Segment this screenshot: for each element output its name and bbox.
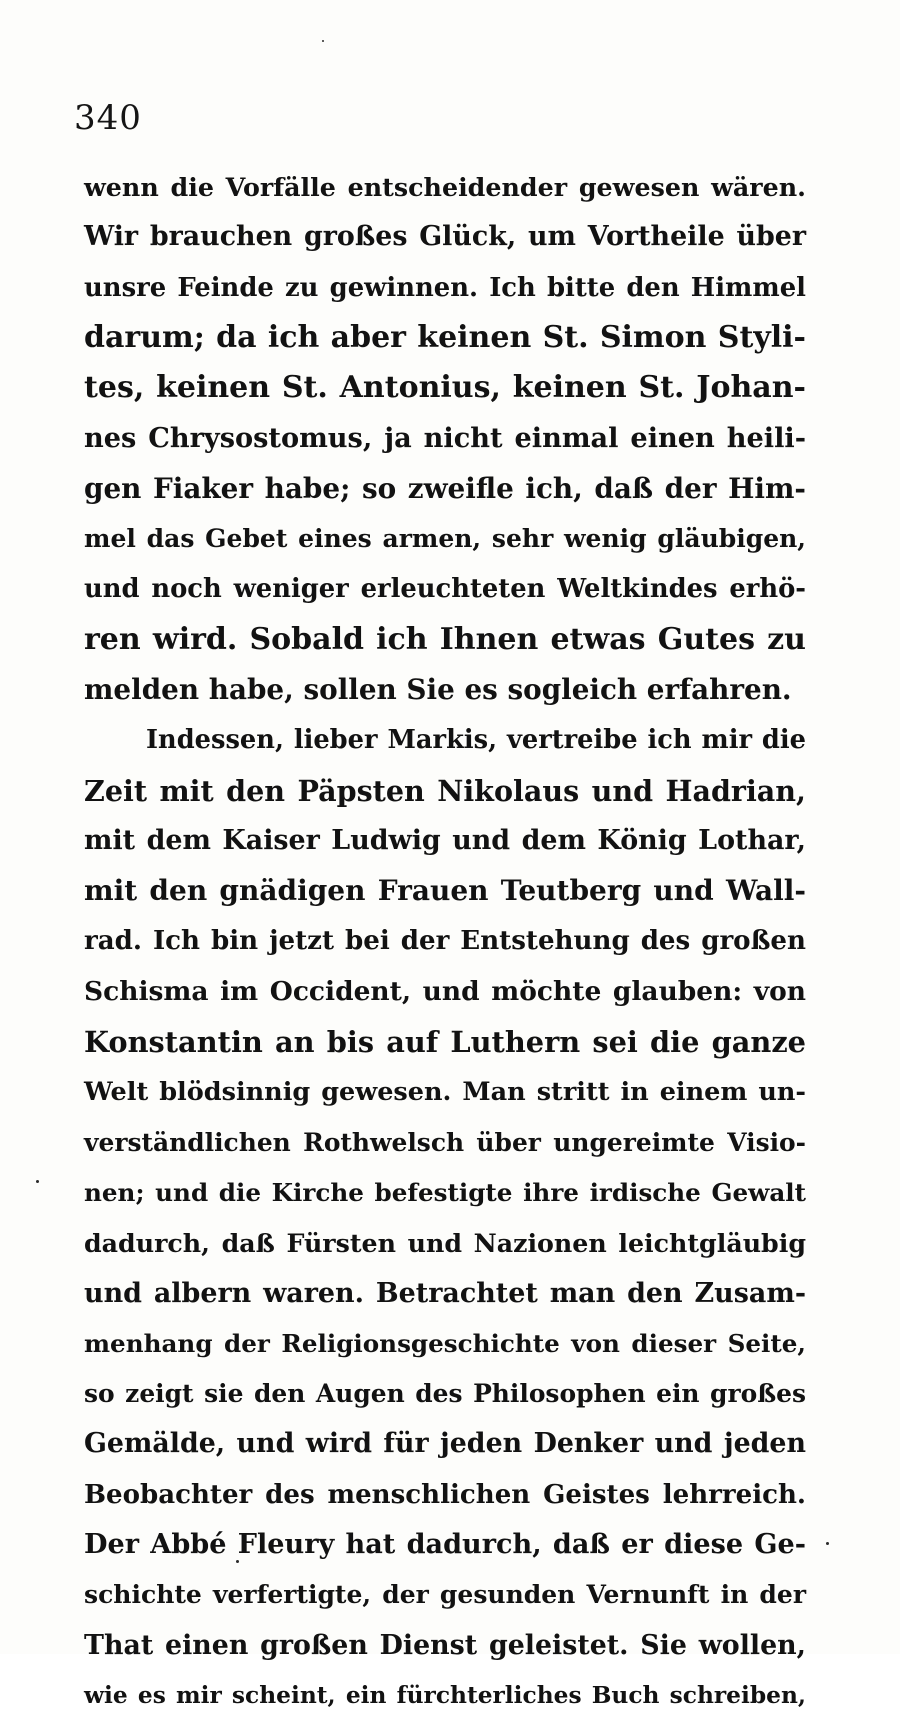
text-line: That einen großen Dienst geleistet. Sie wollen, — [84, 1629, 806, 1661]
print-speck — [36, 1180, 39, 1183]
text-line: mel das Gebet eines armen, sehr wenig gläubigen, — [84, 524, 806, 554]
text-line: Indessen, lieber Markis, vertreibe ich mir die — [146, 725, 806, 756]
text-line: tes, keinen St. Antonius, keinen St. Johan- — [84, 370, 806, 406]
text-line: nen; und die Kirche befestigte ihre irdische Gewalt — [84, 1177, 806, 1207]
text-line: verständlichen Rothwelsch über ungereimte Visio- — [84, 1127, 806, 1157]
text-line: gen Fiaker habe; so zweifle ich, daß der Him- — [84, 471, 806, 505]
print-speck — [826, 1542, 829, 1545]
text-line: mit den gnädigen Frauen Teutberg und Wall- — [84, 874, 806, 908]
text-line: dadurch, daß Fürsten und Nazionen leichtgläubig — [84, 1228, 806, 1259]
text-line: Wir brauchen großes Glück, um Vortheile über — [84, 221, 806, 253]
body-text — [84, 162, 806, 1721]
text-line: menhang der Religionsgeschichte von dieser Seite, — [84, 1328, 806, 1358]
text-line: Der Abbé Fleury hat dadurch, daß er diese Ge- — [84, 1529, 806, 1561]
text-line: melden habe, sollen Sie es sogleich erfahren. — [84, 672, 792, 706]
text-line: so zeigt sie den Augen des Philosophen ein großes — [84, 1379, 806, 1409]
text-line: Beobachter des menschlichen Geistes lehrreich. — [84, 1479, 806, 1510]
text-line: und albern waren. Betrachtet man den Zusam- — [84, 1277, 806, 1309]
paragraph — [84, 715, 806, 1721]
text-line: rad. Ich bin jetzt bei der Entstehung des großen — [84, 925, 806, 957]
text-line: Schisma im Occident, und möchte glauben: von — [84, 975, 806, 1007]
text-line: und noch weniger erleuchteten Weltkindes erhö- — [84, 574, 806, 605]
text-line: Zeit mit den Päpsten Nikolaus und Hadrian, — [84, 773, 806, 808]
text-line: Konstantin an bis auf Luthern sei die ganze — [84, 1025, 806, 1060]
text-line: wie es mir scheint, ein fürchterliches Buch schreiben, — [84, 1681, 806, 1709]
text-line: Gemälde, und wird für jeden Denker und jeden — [84, 1428, 806, 1460]
text-line: schichte verfertigte, der gesunden Vernunft in der — [84, 1580, 806, 1610]
text-line: ren wird. Sobald ich Ihnen etwas Gutes zu — [84, 621, 806, 657]
text-line: darum; da ich aber keinen St. Simon Styli- — [84, 319, 806, 355]
page-number: 340 — [74, 98, 142, 138]
print-speck — [322, 40, 324, 42]
text-line: unsre Feinde zu gewinnen. Ich bitte den Himmel — [84, 272, 806, 303]
paragraph — [84, 162, 806, 715]
text-line: wenn die Vorfälle entscheidender gewesen wären. — [84, 172, 806, 202]
text-line: Welt blödsinnig gewesen. Man stritt in einem un- — [84, 1077, 806, 1108]
text-line: mit dem Kaiser Ludwig und dem König Lothar, — [84, 824, 806, 856]
print-speck — [236, 1560, 239, 1563]
text-line: nes Chrysostomus, ja nicht einmal einen heili- — [84, 422, 806, 455]
